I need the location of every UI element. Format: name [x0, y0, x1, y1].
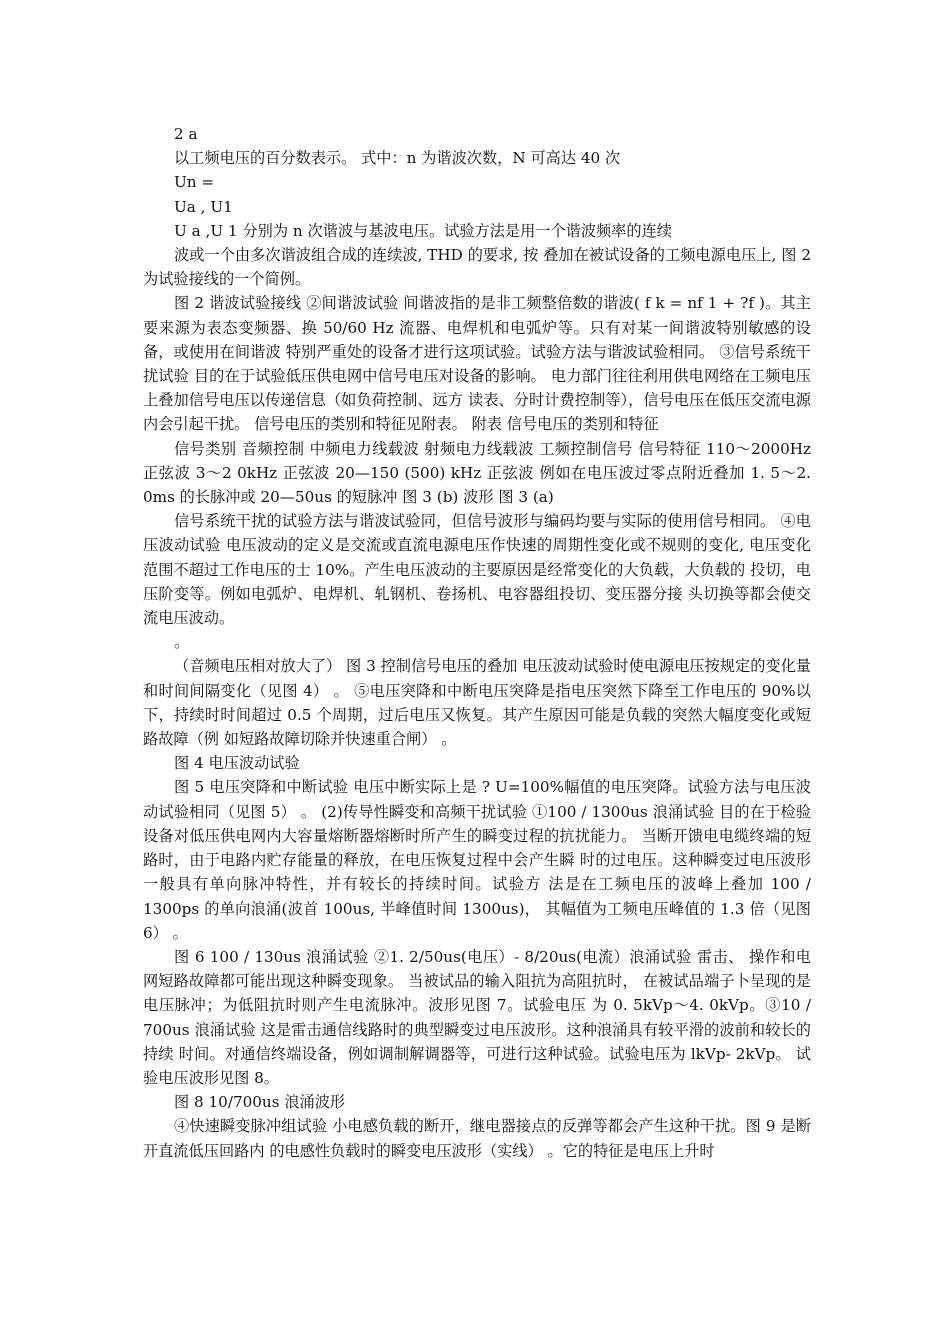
paragraph: 图 2 谐波试验接线 ②间谐波试验 间谐波指的是非工频整倍数的谐波( f k = nf 1 + ?f )。其主要来源为表态变频器、换 50/60 Hz 流器、电焊机和电弧炉等。只有对某一间谐波特别敏感的设备，或使用在间谐波 特别严重处的设备才进行这项试验。试验方法与谐波试验相同。 ③信号系统干扰试验 目的在于试验低压供电网中信号电压对设备的影响。 电力部门往往利用供电网络在工频电压上叠加信号电压以传递信息（如负荷控制、远方 读表、分时计费控制等），信号电压在低压交流电源内会引起干扰。 信号电压的类别和特征见附表。 附表 信号电压的类别和特征 [143, 294, 811, 434]
paragraph: 信号系统干扰的试验方法与谐波试验同，但信号波形与编码均要与实际的使用信号相同。 ④电压波动试验 电压波动的定义是交流或直流电源电压作快速的周期性变化或不规则的变化, 电压变化 范围不超过工作电压的士 10%。产生电压波动的主要原因是经常变化的大负载，大负载的 投切，电压阶变等。例如电弧炉、电焊机、轧钢机、卷扬机、电容器组投切、变压器分接 头切换等都会使交流电压波动。 [143, 512, 811, 628]
paragraph: 波或一个由多次谐波组合成的连续波, THD 的要求, 按 叠加在被试设备的工频电源电压上, 图 2 为试验接线的一个简例。 [143, 246, 811, 289]
paragraph: 图 5 电压突降和中断试验 电压中断实际上是 ? U=100%幅值的电压突降。试验方法与电压波动试验相同（见图 5） 。 (2)传导性瞬变和高频干扰试验 ①100 / 1300us 浪涌试验 目的在于检验设备对低压供电网内大容量熔断器熔断时所产生的瞬变过程的抗扰能力。 当断开馈电电缆终端的短路时，由于电路内贮存能量的释放，在电压恢复过程中会产生瞬 时的过电压。这种瞬变过电压波形一般具有单向脉冲特性，并有较长的持续时间。试验方 法是在工频电压的波峰上叠加 100 / 1300ps 的单向浪涌(波首 100us, 半峰值时间 1300us)， 其幅值为工频电压峰值的 1.3 倍（见图 6） 。 [143, 778, 811, 942]
paragraph: Ua , U1 [174, 197, 233, 216]
paragraph: U a ,U 1 分别为 n 次谐波与基波电压。试验方法是用一个谐波频率的连续 [174, 221, 672, 240]
figure-caption: 图 4 电压波动试验 [174, 754, 300, 773]
paragraph: 。 [174, 633, 190, 652]
paragraph: ④快速瞬变脉冲组试验 小电感负载的断开，继电器接点的反弹等都会产生这种干扰。图 9 是断开直流低压回路内 的电感性负载时的瞬变电压波形（实线） 。它的特征是电压上升时 [143, 1117, 811, 1160]
document-body [143, 122, 811, 1163]
paragraph: 以工频电压的百分数表示。 式中：n 为谐波次数，N 可高达 40 次 [174, 149, 621, 168]
paragraph: Un = [174, 173, 215, 192]
figure-caption: 图 8 10/700us 浪涌波形 [174, 1093, 346, 1112]
paragraph: （音频电压相对放大了） 图 3 控制信号电压的叠加 电压波动试验时使电源电压按规定的变化量和时间间隔变化（见图 4） 。 ⑤电压突降和中断电压突降是指电压突然下降至工作电压的 90%以下，持续时时间超过 0.5 个周期，过后电压又恢复。其产生原因可能是负载的突然大幅度变化或短路故障（例 如短路故障切除并快速重合闸） 。 [143, 657, 811, 749]
paragraph: 2 a [174, 125, 198, 143]
paragraph: 信号类别 音频控制 中频电力线载波 射频电力线载波 工频控制信号 信号特征 110～2000Hz 正弦波 3～2 0kHz 正弦波 20—150 (500) kHz 正弦波 例如在电压波过零点附近叠加 1. 5～2. 0ms 的长脉冲或 20—50us 的短脉冲 图 3 (b) 波形 图 3 (a) [143, 439, 811, 507]
paragraph: 图 6 100 / 130us 浪涌试验 ②1. 2/50us(电压）- 8/20us(电流）浪涌试验 雷击、 操作和电网短路故障都可能出现这种瞬变现象。 当被试品的输入阻抗为高阻抗时， 在被试品端子卜呈现的是电压脉冲；为低阻抗时则产生电流脉冲。波形见图 7。试验电压 为 0. 5kVp～4. 0kVp。③10 / 700us 浪涌试验 这是雷击通信线路时的典型瞬变过电压波形。这种浪涌具有较平滑的波前和较长的持续 时间。对通信终端设备，例如调制解调器等，可进行这种试验。试验电压为 lkVp- 2kVp。 试验电压波形见图 8。 [143, 947, 811, 1087]
